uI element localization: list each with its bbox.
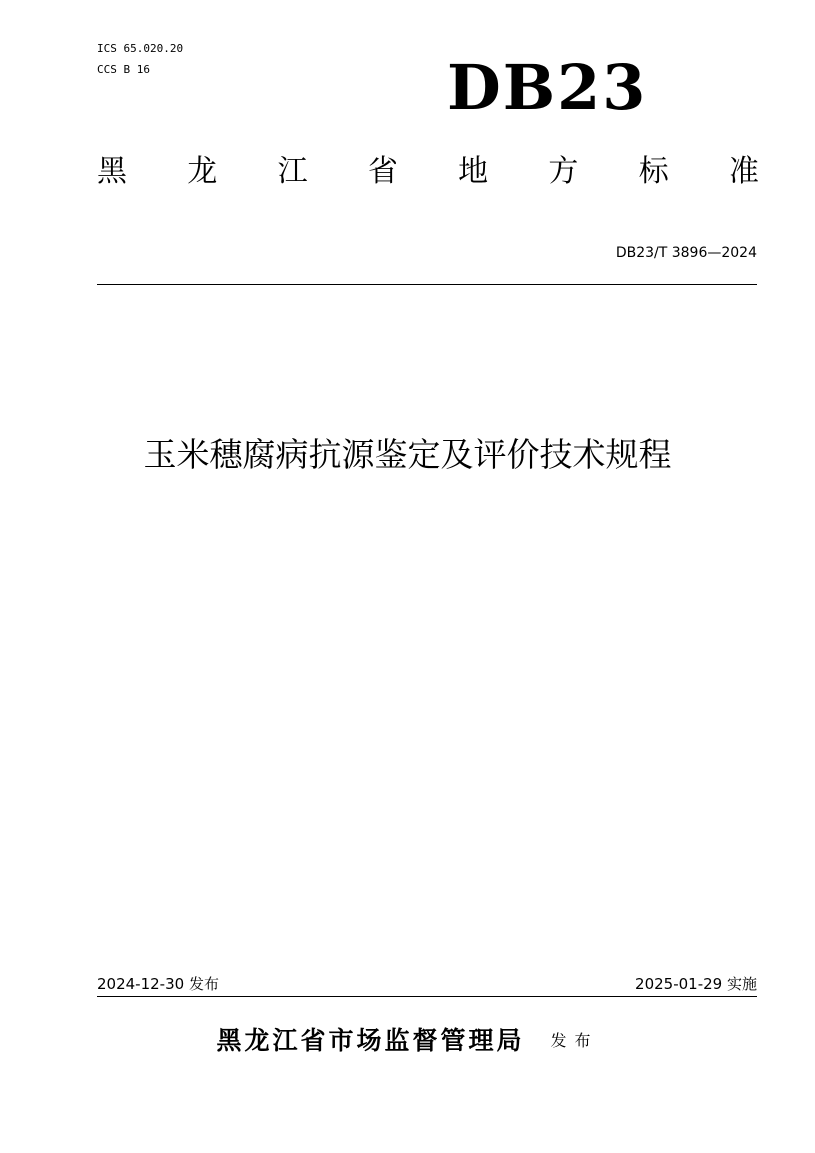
- ccs-code: CCS B 16: [97, 63, 150, 76]
- issuer-line: [0, 1023, 815, 1059]
- issuer-suffix: 发布: [550, 1031, 599, 1050]
- standard-type-char: 江: [277, 154, 308, 189]
- footer-divider: [97, 996, 757, 997]
- standard-type-char: 黑: [97, 154, 127, 189]
- standard-type-char: 方: [548, 154, 579, 189]
- ics-code: ICS 65.020.20: [97, 42, 184, 55]
- standard-code: DB23/T 3896—2024: [615, 245, 757, 261]
- document-title: 玉米穗腐病抗源鉴定及评价技术规程: [143, 435, 672, 474]
- standard-type-char: 标: [638, 154, 669, 189]
- header-divider: [97, 284, 757, 285]
- issuing-authority: 黑龙江省市场监督管理局: [216, 1026, 525, 1055]
- issue-date: 2024-12-30 发布: [97, 975, 219, 993]
- standard-type-char: 省: [367, 154, 398, 189]
- standard-type-char: 准: [728, 154, 759, 189]
- standard-logo: DB23: [447, 51, 648, 124]
- standard-type-heading: [97, 150, 759, 194]
- standard-type-char: 地: [458, 154, 489, 189]
- implementation-date: 2025-01-29 实施: [635, 975, 757, 993]
- standard-type-char: 龙: [187, 154, 218, 189]
